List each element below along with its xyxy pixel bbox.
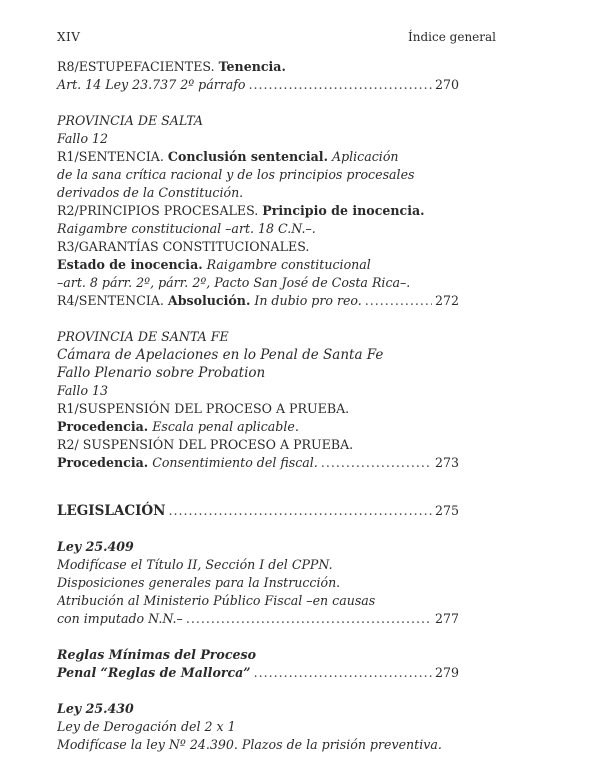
toc-entry-text: de la sana crítica racional y de los principios procesales — [57, 167, 415, 182]
dot-leader — [254, 664, 432, 682]
fallo-label: Fallo 12 — [57, 131, 109, 146]
toc-entry-salta-r3: R3/GARANTÍAS CONSTITUCIONALES. — [57, 239, 310, 254]
toc-entry-r8: R8/ESTUPEFACIENTES. Tenencia. — [57, 59, 286, 74]
toc-entry-santafe-r2: R2/ SUSPENSIÓN DEL PROCESO A PRUEBA. — [57, 437, 354, 452]
plenario-label: Fallo Plenario sobre Probation — [57, 365, 266, 381]
toc-entry-text: Modifícase la ley Nº 24.390. Plazos de la prisión preventiva. — [57, 737, 442, 752]
page-ref: 275 — [434, 503, 459, 518]
toc-entry-salta-r4: R4/SENTENCIA. Absolución. In dubio pro reo. ..... 272 — [57, 292, 459, 310]
toc-entry-legislacion: LEGISLACIÓN ..... 275 — [57, 502, 459, 520]
toc-content — [57, 58, 459, 754]
page-number-roman: XIV — [57, 30, 81, 44]
law-title-25430: Ley 25.430 — [57, 701, 134, 716]
section-heading-salta: PROVINCIA DE SALTA — [57, 113, 204, 128]
toc-entry-text: con imputado N.N.– ..... 277 — [57, 610, 459, 628]
camara-label: Cámara de Apelaciones en lo Penal de Santa Fe — [57, 347, 384, 363]
page-ref: 279 — [434, 665, 459, 680]
toc-entry-text: –art. 8 párr. 2º, párr. 2º, Pacto San José de Costa Rica–. — [57, 275, 411, 290]
toc-entry-text: Procedencia. Escala penal aplicable. — [57, 419, 299, 434]
toc-entry-text: Ley de Derogación del 2 x 1 — [57, 719, 236, 734]
page-ref: 273 — [434, 455, 459, 470]
toc-entry-text: Procedencia. Consentimiento del fiscal. ..... 273 — [57, 454, 459, 472]
toc-entry-text: Estado de inocencia. Raigambre constitucional — [57, 257, 371, 272]
page-ref: 277 — [434, 611, 459, 626]
running-header: Índice general — [408, 30, 496, 44]
dot-leader — [365, 292, 432, 310]
toc-entry-salta-r1: R1/SENTENCIA. Conclusión sentencial. Aplicación — [57, 149, 399, 164]
fallo-label: Fallo 13 — [57, 383, 109, 398]
toc-entry-text: Modifícase el Título II, Sección I del CPPN. — [57, 557, 333, 572]
dot-leader — [249, 76, 432, 94]
toc-entry-text: Disposiciones generales para la Instrucción. — [57, 575, 341, 590]
mallorca-title: Reglas Mínimas del Proceso — [57, 647, 256, 662]
dot-leader — [186, 610, 432, 628]
page-ref: 272 — [434, 293, 459, 308]
dot-leader — [169, 502, 432, 520]
toc-entry-mallorca: Penal “Reglas de Mallorca” ..... 279 — [57, 664, 459, 682]
law-title-25409: Ley 25.409 — [57, 539, 134, 554]
toc-entry-santafe-r1: R1/SUSPENSIÓN DEL PROCESO A PRUEBA. — [57, 401, 350, 416]
page-ref: 270 — [434, 77, 459, 92]
toc-entry-salta-r2: R2/PRINCIPIOS PROCESALES. Principio de inocencia. — [57, 203, 425, 218]
toc-entry-text: Atribución al Ministerio Público Fiscal –en causas — [57, 593, 376, 608]
toc-entry-r8-page-line: Art. 14 Ley 23.737 2º párrafo ..... 270 — [57, 76, 459, 94]
toc-entry-text: Raigambre constitucional –art. 18 C.N.–. — [57, 221, 316, 236]
dot-leader — [321, 454, 432, 472]
toc-entry-text: derivados de la Constitución. — [57, 185, 244, 200]
section-heading-santafe: PROVINCIA DE SANTA FE — [57, 329, 229, 344]
